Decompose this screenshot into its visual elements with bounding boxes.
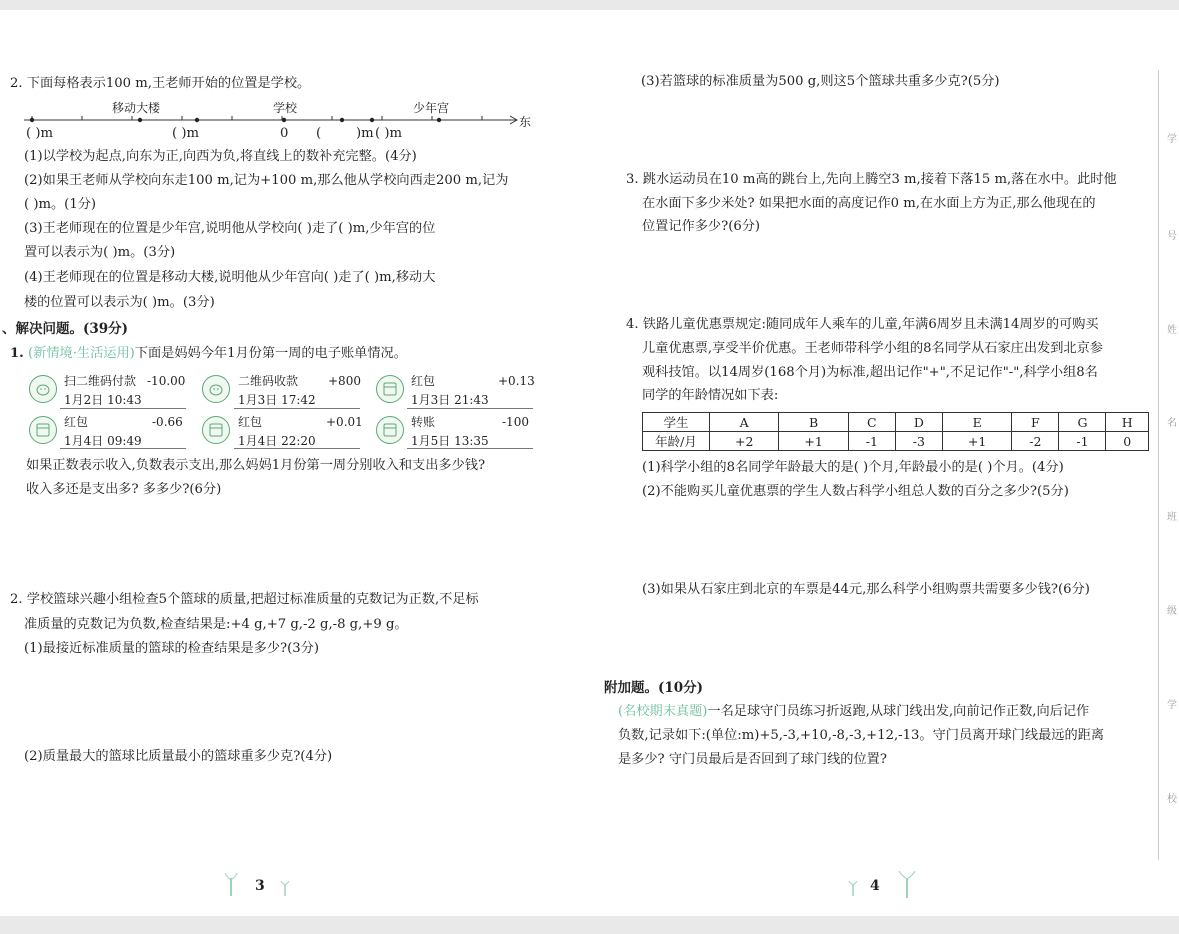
table-cell: -3 (895, 432, 942, 451)
table-cell: +1 (779, 432, 848, 451)
bill-divider (60, 408, 186, 409)
envelope-icon (376, 375, 404, 403)
plant-icon (848, 880, 858, 896)
bill-amount: +0.13 (498, 374, 535, 388)
plant-icon (280, 880, 290, 896)
table-cell: B (779, 413, 848, 432)
bonus-line-3: 是多少? 守门员最后是否回到了球门线的位置? (618, 752, 887, 767)
table-cell: -1 (1059, 432, 1106, 451)
q2-sub3a: (3)王老师现在的位置是少年宫,说明他从学校向( )走了( )m,少年宫的位 (24, 221, 436, 236)
table-cell: 学生 (643, 413, 710, 432)
p3-line-1: 3. 跳水运动员在10 m高的跳台上,先向上腾空3 m,接着下落15 m,落在水中。此时他 (626, 172, 1117, 187)
bill-date: 1月4日 22:20 (238, 434, 316, 448)
p4-line-2: 儿童优惠票,享受半价优惠。王老师带科学小组的8名同学从石家庄出发到北京参 (642, 341, 1103, 356)
bill-date: 1月3日 17:42 (238, 393, 316, 407)
p1-tag: (新情境·生活运用) (27, 346, 135, 361)
envelope-icon (202, 416, 230, 444)
p4-sub2: (2)不能购买儿童优惠票的学生人数占科学小组总人数的百分之多少?(5分) (642, 484, 1069, 499)
label-palace: 少年宫 (413, 101, 450, 115)
bill-date: 1月4日 09:49 (64, 434, 142, 448)
q2-sub4b[interactable]: 楼的位置可以表示为( )m。(3分) (24, 295, 215, 310)
bill-amount: +800 (328, 374, 361, 388)
blank-1[interactable]: ( )m (26, 126, 53, 141)
q2-sub2b[interactable]: ( )m。(1分) (24, 197, 97, 212)
q2-title: 2. 下面每格表示100 m,王老师开始的位置是学校。 (10, 76, 311, 91)
p2-line-2: 准质量的克数记为负数,检查结果是:+4 g,+7 g,-2 g,-8 g,+9 g。 (24, 617, 408, 632)
plant-icon (224, 872, 238, 896)
page-number-left: 3 (255, 878, 265, 894)
p1-question-2: 收入多还是支出多? 多多少?(6分) (26, 482, 222, 497)
label-school: 学校 (273, 101, 298, 115)
table-cell: A (710, 413, 779, 432)
bill-title: 转账 (411, 415, 436, 429)
p4-sub3: (3)如果从石家庄到北京的车票是44元,那么科学小组购票共需要多少钱?(6分) (642, 582, 1090, 597)
p4-line-1: 4. 铁路儿童优惠票规定:随同成年人乘车的儿童,年满6周岁且未满14周岁的可购买 (626, 317, 1099, 332)
p4-line-3: 观科技馆。以14周岁(168个月)为标准,超出记作"+",不足记作"-",科学小组8名 (642, 365, 1098, 380)
q2-sub3b[interactable]: 置可以表示为( )m。(3分) (24, 245, 176, 260)
margin-char: 校 (1167, 794, 1177, 805)
blank-4[interactable]: ( )m (375, 126, 402, 141)
p3-line-3: 位置记作多少?(6分) (642, 219, 761, 234)
table-cell: H (1106, 413, 1149, 432)
p1-line (10, 344, 407, 364)
q2-sub1: (1)以学校为起点,向东为正,向西为负,将直线上的数补充完整。(4分) (24, 149, 417, 164)
p2-sub1: (1)最接近标准质量的篮球的检查结果是多少?(3分) (24, 641, 319, 656)
p1-number: 1. (10, 346, 24, 361)
margin-char: 学 (1167, 134, 1177, 145)
bill-divider (234, 448, 360, 449)
table-cell: 0 (1106, 432, 1149, 451)
table-cell: G (1059, 413, 1106, 432)
p1-text: 下面是妈妈今年1月份第一周的电子账单情况。 (134, 346, 407, 361)
bill-divider (234, 408, 360, 409)
pig-icon (29, 375, 57, 403)
label-east: 东 (519, 115, 532, 129)
table-cell: -2 (1012, 432, 1059, 451)
label-mobile: 移动大楼 (112, 101, 161, 115)
page-sheet (0, 10, 1179, 916)
bonus-text-1: 一名足球守门员练习折返跑,从球门线出发,向前记作正数,向后记作 (707, 704, 1090, 719)
blank-2[interactable]: ( )m (172, 126, 199, 141)
bill-date: 1月2日 10:43 (64, 393, 142, 407)
table-cell: 年龄/月 (643, 432, 710, 451)
envelope-icon (376, 416, 404, 444)
bill-amount: -100 (502, 415, 529, 429)
bill-amount: -0.66 (152, 415, 183, 429)
bill-title: 红包 (238, 415, 263, 429)
margin-char: 名 (1167, 418, 1177, 429)
bill-amount: -10.00 (147, 374, 186, 388)
envelope-icon (29, 416, 57, 444)
margin-char: 号 (1167, 231, 1177, 242)
table-cell: C (848, 413, 895, 432)
table-cell: F (1012, 413, 1059, 432)
p3-line-2: 在水面下多少米处? 如果把水面的高度记作0 m,在水面上方为正,那么他现在的 (642, 196, 1096, 211)
blank-3-close[interactable]: )m (356, 126, 374, 141)
table-header-row (643, 413, 1149, 432)
p2-sub3: (3)若篮球的标准质量为500 g,则这5个篮球共重多少克?(5分) (641, 74, 1000, 89)
zero-label: 0 (280, 126, 289, 141)
bonus-tag: (名校期末真题) (618, 704, 708, 719)
bill-date: 1月3日 21:43 (411, 393, 489, 407)
bill-title: 红包 (411, 374, 436, 388)
table-cell: +1 (942, 432, 1011, 451)
p2-sub2: (2)质量最大的篮球比质量最小的篮球重多少克?(4分) (24, 749, 333, 764)
table-cell: D (895, 413, 942, 432)
table-cell: E (942, 413, 1011, 432)
p4-line-4: 同学的年龄情况如下表: (642, 388, 779, 403)
bill-divider (407, 448, 533, 449)
margin-char: 学 (1167, 700, 1177, 711)
pig-icon (202, 375, 230, 403)
bonus-line-1 (618, 702, 1089, 722)
table-cell: +2 (710, 432, 779, 451)
q2-sub2a: (2)如果王老师从学校向东走100 m,记为+100 m,那么他从学校向西走200 m,记为 (24, 173, 509, 188)
p1-question-1: 如果正数表示收入,负数表示支出,那么妈妈1月份第一周分别收入和支出多少钱? (26, 458, 486, 473)
margin-char: 班 (1167, 512, 1177, 523)
bill-title: 红包 (64, 415, 89, 429)
bill-title: 扫二维码付款 (64, 374, 137, 388)
bonus-line-2: 负数,记录如下:(单位:m)+5,-3,+10,-8,-3,+12,-13。守门员离开球门线最远的距离 (618, 728, 1105, 743)
bill-amount: +0.01 (326, 415, 363, 429)
bill-title: 二维码收款 (238, 374, 299, 388)
binding-line (1158, 70, 1159, 860)
margin-char: 级 (1167, 606, 1177, 617)
bill-divider (60, 448, 186, 449)
p2-line-1: 2. 学校篮球兴趣小组检查5个篮球的质量,把超过标准质量的克数记为正数,不足标 (10, 592, 479, 607)
blank-3-open[interactable]: ( (316, 126, 322, 141)
p4-sub1[interactable]: (1)科学小组的8名同学年龄最大的是( )个月,年龄最小的是( )个月。(4分) (642, 460, 1064, 475)
page-number-right: 4 (870, 878, 880, 894)
table-cell: -1 (848, 432, 895, 451)
table-row (643, 432, 1149, 451)
bill-date: 1月5日 13:35 (411, 434, 489, 448)
plant-icon (898, 870, 916, 898)
section-heading-bonus: 附加题。(10分) (604, 680, 704, 696)
age-table (642, 412, 1149, 451)
q2-sub4a: (4)王老师现在的位置是移动大楼,说明他从少年宫向( )走了( )m,移动大 (24, 270, 436, 285)
bill-divider (407, 408, 533, 409)
section-heading-solve: 、解决问题。(39分) (2, 321, 129, 337)
margin-char: 姓 (1167, 325, 1177, 336)
